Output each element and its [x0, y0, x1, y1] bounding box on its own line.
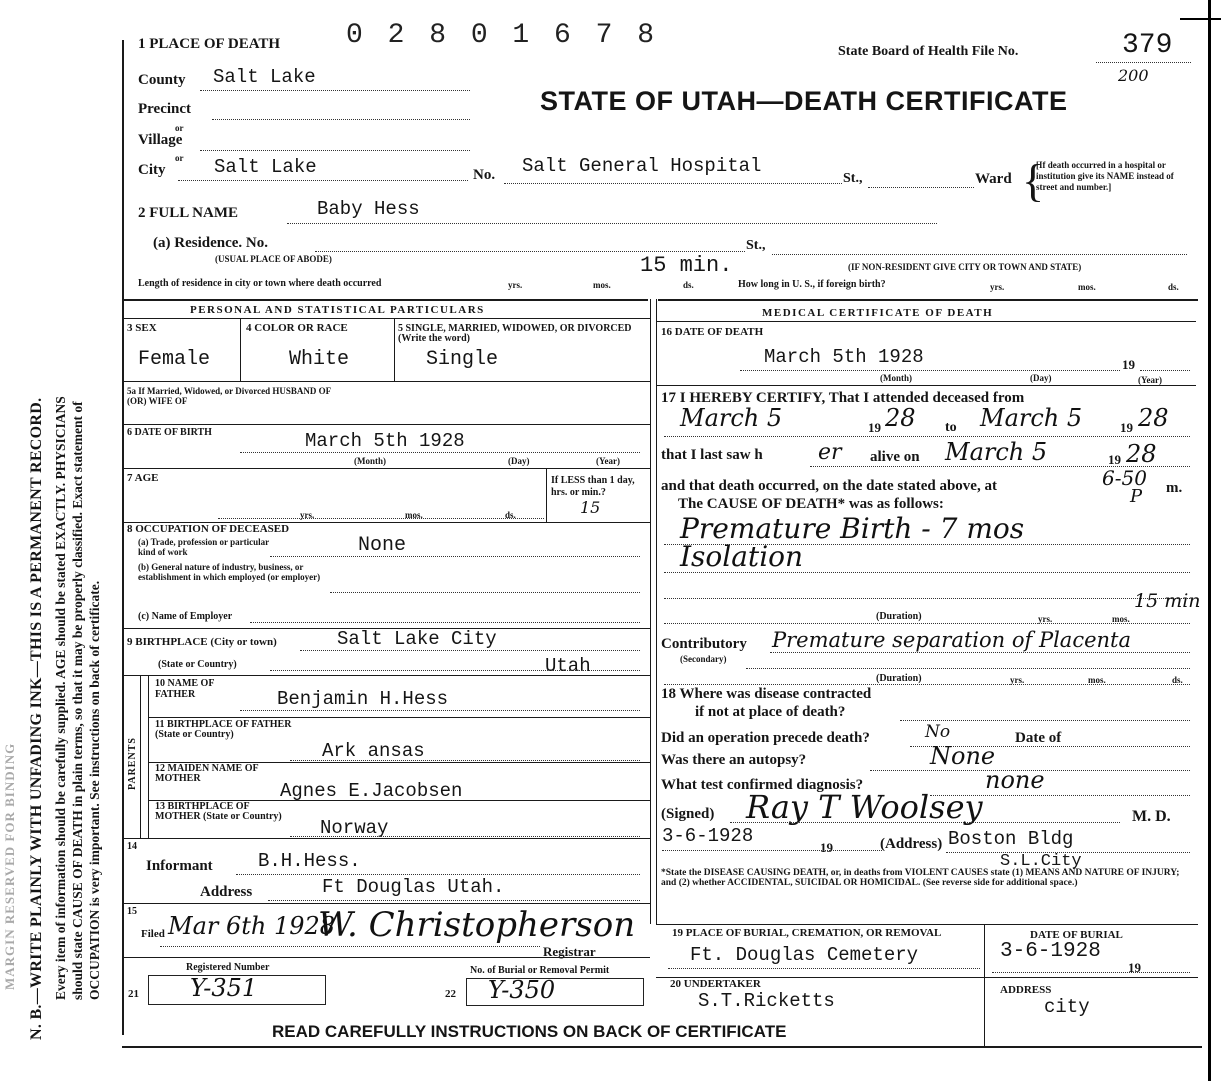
duration-label-2: (Duration): [876, 673, 922, 684]
row-rule-15: [124, 957, 650, 958]
left-margin-instructions: [0, 0, 125, 1081]
death-occurred-label: and that death occurred, on the date stated above, at: [661, 478, 997, 494]
signed-line: [730, 822, 1120, 823]
sex-divider: [240, 319, 241, 381]
cause-2: Isolation: [680, 540, 804, 573]
employer-line: [250, 622, 640, 623]
parents-divider-2: [148, 675, 149, 838]
signed-address-label: (Address): [880, 836, 943, 852]
row-rule-6: [124, 468, 650, 469]
contributory-value: Premature separation of Placenta: [772, 628, 1131, 652]
attended-to-yr: 28: [1138, 404, 1169, 432]
margin-line-2: Every item of information should be carefully supplied. AGE should be stated EXACTLY. PHYSICIANS: [53, 396, 68, 1000]
mother-bp-line: [290, 836, 640, 837]
undertaker-value: S.T.Ricketts: [698, 990, 835, 1012]
sex-label: 3 SEX: [127, 322, 157, 334]
md-label: M. D.: [1132, 808, 1171, 825]
attended-to: March 5: [980, 404, 1083, 432]
father-bp: Ark ansas: [322, 740, 425, 762]
age-if-less: If LESS than 1 day, hrs. or min.?: [551, 475, 635, 498]
occupation-value: None: [358, 534, 407, 557]
dob-day: (Day): [508, 456, 530, 466]
occupation-b-line: [330, 592, 640, 593]
ward-note: [If death occurred in a hospital or institution give its NAME instead of street and number.]: [1036, 160, 1174, 192]
attended-from-19: 19: [868, 420, 881, 435]
village-label: Village: [138, 132, 183, 148]
dob-value: March 5th 1928: [305, 430, 465, 452]
center-divider-1: [650, 299, 651, 924]
alive-date: March 5: [945, 438, 1048, 466]
death-time: 6-50: [1102, 466, 1147, 490]
burial-place-line: [668, 968, 980, 969]
or-1: or: [175, 123, 184, 133]
filed-label: Filed: [141, 928, 165, 940]
age-mos: mos.: [405, 510, 423, 520]
father-bp-label: 11 BIRTHPLACE OF FATHER (State or Country): [155, 719, 292, 740]
father-name: Benjamin H.Hess: [277, 688, 449, 710]
certificate-title: STATE OF UTAH—DEATH CERTIFICATE: [540, 86, 1068, 116]
informant-value: B.H.Hess.: [258, 850, 361, 872]
birthplace-city: Salt Lake City: [337, 628, 497, 650]
full-name-value: Baby Hess: [317, 198, 420, 220]
attended-from: March 5: [680, 404, 783, 432]
item-14: 14: [127, 841, 137, 852]
mother-bp-label: 13 BIRTHPLACE OF MOTHER (State or Country): [155, 801, 282, 822]
residence-st-label: St.,: [746, 238, 766, 253]
how-long-label: How long in U. S., if foreign birth?: [738, 279, 886, 290]
address-label: Address: [200, 884, 253, 900]
frame-right: [1208, 0, 1211, 1081]
center-divider-2: [656, 299, 657, 924]
medical-heading-rule: [656, 321, 1196, 322]
certify-text: 17 I HEREBY CERTIFY, That I attended deceased from: [661, 390, 1025, 406]
file-no-label: State Board of Health File No.: [838, 44, 1019, 59]
precinct-label: Precinct: [138, 101, 192, 117]
dob-label: 6 DATE OF BIRTH: [127, 427, 212, 438]
file-no-line: [1096, 62, 1191, 63]
precinct-line: [212, 119, 470, 120]
sex-value: Female: [138, 348, 211, 371]
autopsy-value: None: [930, 742, 996, 770]
duration-line-1: [664, 623, 1190, 624]
file-no-2: 200: [1118, 66, 1149, 85]
row-rule-3: [124, 381, 650, 382]
how-long-mos: mos.: [1078, 282, 1096, 292]
burial-permit: Y-350: [488, 976, 556, 1004]
burial-divider: [984, 924, 985, 1048]
duration-value: 15 min: [1134, 590, 1201, 612]
last-saw-value: er: [818, 440, 842, 465]
burial-place: Ft. Douglas Cemetery: [690, 944, 919, 966]
occupation-a: (a) Trade, profession or particular kind of work: [138, 537, 269, 557]
parents-label: PARENTS: [127, 737, 138, 790]
hospital-value: Salt General Hospital: [522, 155, 762, 177]
secondary-label: (Secondary): [680, 654, 727, 664]
residence-st-line: [772, 254, 1187, 255]
signed-address-2: S.L.City: [1000, 852, 1082, 871]
item-21: 21: [128, 988, 139, 1000]
informant-line: [236, 874, 640, 875]
father-name-line: [240, 710, 640, 711]
dob-year: (Year): [596, 456, 620, 466]
ward-label: Ward: [975, 171, 1012, 187]
test-label: What test confirmed diagnosis?: [661, 777, 864, 793]
birthplace-label: 9 BIRTHPLACE (City or town): [127, 636, 277, 648]
address-value: Ft Douglas Utah.: [322, 876, 505, 898]
attended-to-19: 19: [1120, 420, 1133, 435]
county-label: County: [138, 72, 186, 88]
age-divider: [546, 468, 547, 522]
frame-left: [122, 40, 124, 1035]
filed-line: [160, 946, 540, 947]
signed-date-line: [662, 850, 882, 851]
signed-label: (Signed): [661, 806, 715, 822]
contributory-line: [770, 652, 1190, 653]
duration-line-2: [664, 684, 1190, 685]
operation-label: Did an operation precede death?: [661, 730, 870, 746]
duration-yrs-1: yrs.: [1038, 614, 1053, 624]
attended-line: [664, 436, 1190, 437]
signed-address-line: [946, 852, 1190, 853]
cause-3-line: [664, 598, 1190, 599]
contributory-line-2: [746, 668, 1190, 669]
mother-name-label: 12 MAIDEN NAME OF MOTHER: [155, 763, 259, 784]
item-15: 15: [127, 906, 137, 917]
duration-label-1: (Duration): [876, 611, 922, 622]
length-ds: ds.: [683, 280, 694, 290]
signed-value: Ray T Woolsey: [746, 788, 983, 826]
birthplace-line: [300, 650, 640, 651]
dob-month: (Month): [354, 456, 386, 466]
dod-year: (Year): [1138, 375, 1162, 385]
signed-19: 19: [820, 840, 833, 855]
last-saw-label: that I last saw h: [661, 447, 763, 463]
frame-bottom: [122, 1046, 1202, 1048]
village-line: [200, 150, 470, 151]
father-name-label: 10 NAME OF FATHER: [155, 678, 215, 700]
county-value: Salt Lake: [213, 66, 316, 88]
age-ds: ds.: [505, 510, 516, 520]
margin-line-4: OCCUPATION is very important. See instructions on back of certificate.: [87, 580, 102, 1000]
death-time-suffix: P: [1130, 486, 1143, 507]
city-value: Salt Lake: [214, 156, 317, 178]
dod-month: (Month): [880, 373, 912, 383]
father-bp-line: [290, 760, 640, 761]
autopsy-label: Was there an autopsy?: [661, 752, 807, 768]
alive-19: 19: [1108, 452, 1121, 467]
burial-19: 19: [1128, 960, 1141, 975]
medical-heading: MEDICAL CERTIFICATE OF DEATH: [762, 307, 994, 319]
m-label: m.: [1166, 480, 1183, 496]
length-label: Length of residence in city or town where death occurred: [138, 278, 382, 289]
signed-date: 3-6-1928: [662, 825, 754, 847]
duration-mos-1: mos.: [1112, 614, 1130, 624]
date-of-death-label: 16 DATE OF DEATH: [661, 326, 764, 338]
section-rule-right: [658, 299, 1198, 301]
burial-date-line: [992, 972, 1190, 973]
section-rule-left: [124, 299, 648, 301]
row-rule-9: [124, 675, 650, 676]
husband-label: 5a If Married, Widowed, or Divorced HUSBAND OF (OR) WIFE OF: [127, 386, 331, 406]
q18-label: 18 Where was disease contracted: [661, 686, 872, 702]
st-line: [868, 187, 974, 188]
dod-day: (Day): [1030, 373, 1052, 383]
birthplace-state: Utah: [545, 655, 591, 677]
row-rule-5a: [124, 424, 650, 425]
filed-signature: W. Christopherson: [318, 905, 636, 945]
age-yrs: yrs.: [300, 510, 315, 520]
reg-number-label: Registered Number: [186, 962, 270, 973]
length-value: 15 min.: [640, 253, 733, 278]
footnote: *State the DISEASE CAUSING DEATH, or, in deaths from VIOLENT CAUSES state (1) MEANS AND NATURE OF INJURY; and (2) whether ACCIDENTAL, SUICIDAL OR HOMICIDAL. (See reverse side for additional space.): [661, 868, 1180, 888]
parents-divider-1: [140, 675, 141, 838]
alive-on-label: alive on: [870, 449, 920, 465]
row-rule-10: [148, 717, 650, 718]
mother-name: Agnes E.Jacobsen: [280, 780, 463, 802]
undertaker-label: 20 UNDERTAKER: [670, 978, 761, 990]
age-min: 15: [580, 498, 601, 517]
margin-binding-note: MARGIN RESERVED FOR BINDING: [2, 742, 17, 990]
mother-bp: Norway: [320, 817, 389, 839]
signed-address: Boston Bldg: [948, 828, 1074, 850]
file-no: 379: [1122, 30, 1173, 61]
operation-value: No: [925, 722, 951, 742]
margin-line-1: N. B.—WRITE PLAINLY WITH UNFADING INK—THIS IS A PERMANENT RECORD.: [28, 397, 45, 1040]
birthplace-state-line: [270, 670, 640, 671]
occupation-label: 8 OCCUPATION OF DECEASED: [127, 523, 290, 535]
age-line: [218, 518, 544, 519]
cause-2-line: [664, 572, 1190, 573]
cause-1: Premature Birth - 7 mos: [680, 512, 1025, 545]
ward-brace: {: [1022, 155, 1045, 206]
color-label: 4 COLOR OR RACE: [246, 322, 348, 334]
undertaker-address: city: [1044, 996, 1090, 1018]
burial-permit-label: No. of Burial or Removal Permit: [470, 965, 610, 976]
row-rule-14: [124, 903, 650, 904]
duration-yrs-2: yrs.: [1010, 675, 1025, 685]
residence-label: (a) Residence. No.: [153, 235, 268, 251]
no-label: No.: [473, 167, 496, 183]
burial-label: 19 PLACE OF BURIAL, CREMATION, OR REMOVAL: [672, 927, 942, 939]
how-long-yrs: yrs.: [990, 282, 1005, 292]
address-line: [268, 900, 640, 901]
or-2: or: [175, 153, 184, 163]
dob-line: [240, 452, 640, 453]
date-of-death-line: [740, 370, 1120, 371]
city-label: City: [138, 162, 166, 178]
marital-value: Single: [426, 348, 499, 371]
footer-instructions: READ CAREFULLY INSTRUCTIONS ON BACK OF CERTIFICATE: [272, 1022, 787, 1041]
frame-top-right: [1180, 0, 1221, 20]
q18b-label: if not at place of death?: [695, 704, 846, 720]
occupation-b: (b) General nature of industry, business, or establishment in which employed (or employer): [138, 562, 321, 582]
full-name-line: [287, 223, 937, 224]
date-of-death-value: March 5th 1928: [764, 346, 924, 368]
residence-sub: (USUAL PLACE OF ABODE): [215, 254, 332, 264]
burial-date: 3-6-1928: [1000, 940, 1101, 963]
place-of-death-label: 1 PLACE OF DEATH: [138, 36, 281, 52]
residence-line: [315, 251, 745, 252]
length-mos: mos.: [593, 280, 611, 290]
st-label: St.,: [843, 171, 863, 186]
reg-number: Y-351: [190, 974, 258, 1002]
undertaker-address-label: ADDRESS: [1000, 984, 1052, 996]
personal-heading: PERSONAL AND STATISTICAL PARTICULARS: [190, 304, 485, 316]
q18-line: [900, 720, 1190, 721]
margin-line-3: should state CAUSE OF DEATH in plain terms, so that it may be properly classified. Exact statement of: [70, 401, 85, 1000]
marital-label: 5 SINGLE, MARRIED, WIDOWED, OR DIVORCED (Write the word): [398, 323, 632, 344]
row-rule-13: [124, 838, 650, 839]
attended-from-yr: 28: [885, 404, 916, 432]
alive-yr: 28: [1126, 440, 1157, 468]
burial-date-label: DATE OF BURIAL: [1030, 929, 1123, 941]
full-name-label: 2 FULL NAME: [138, 205, 239, 221]
contributory-label: Contributory: [661, 636, 747, 652]
burial-rule: [656, 924, 1198, 925]
duration-mos-2: mos.: [1088, 675, 1106, 685]
length-yrs: yrs.: [508, 280, 523, 290]
age-label: 7 AGE: [127, 472, 159, 484]
no-line: [504, 183, 842, 184]
filed-date: Mar 6th 1928: [168, 912, 336, 940]
personal-heading-rule: [124, 318, 650, 319]
med-rule-16: [656, 385, 1196, 386]
date-of-death-year-line: [1140, 370, 1190, 371]
how-long-ds: ds.: [1168, 282, 1179, 292]
city-line: [178, 180, 468, 181]
test-value: none: [985, 766, 1045, 794]
occupation-line: [270, 556, 640, 557]
date-of-death-prefix: 19: [1122, 357, 1135, 372]
to-label: to: [945, 420, 957, 435]
stamp-number: 0 2 8 0 1 6 7 8: [346, 20, 659, 51]
state-country-label: (State or Country): [158, 659, 237, 670]
color-value: White: [289, 348, 350, 371]
nonresident-note: (IF NON-RESIDENT GIVE CITY OR TOWN AND STATE): [848, 262, 1082, 272]
registrar-label: Registrar: [543, 944, 596, 959]
informant-label: Informant: [146, 858, 213, 874]
color-divider: [394, 319, 395, 381]
occupation-c: (c) Name of Employer: [138, 611, 233, 622]
duration-ds-2: ds.: [1172, 675, 1183, 685]
date-of-label: Date of: [1015, 730, 1062, 746]
cause-label: The CAUSE OF DEATH* was as follows:: [678, 496, 944, 512]
county-line: [200, 90, 470, 91]
item-22: 22: [445, 988, 456, 1000]
